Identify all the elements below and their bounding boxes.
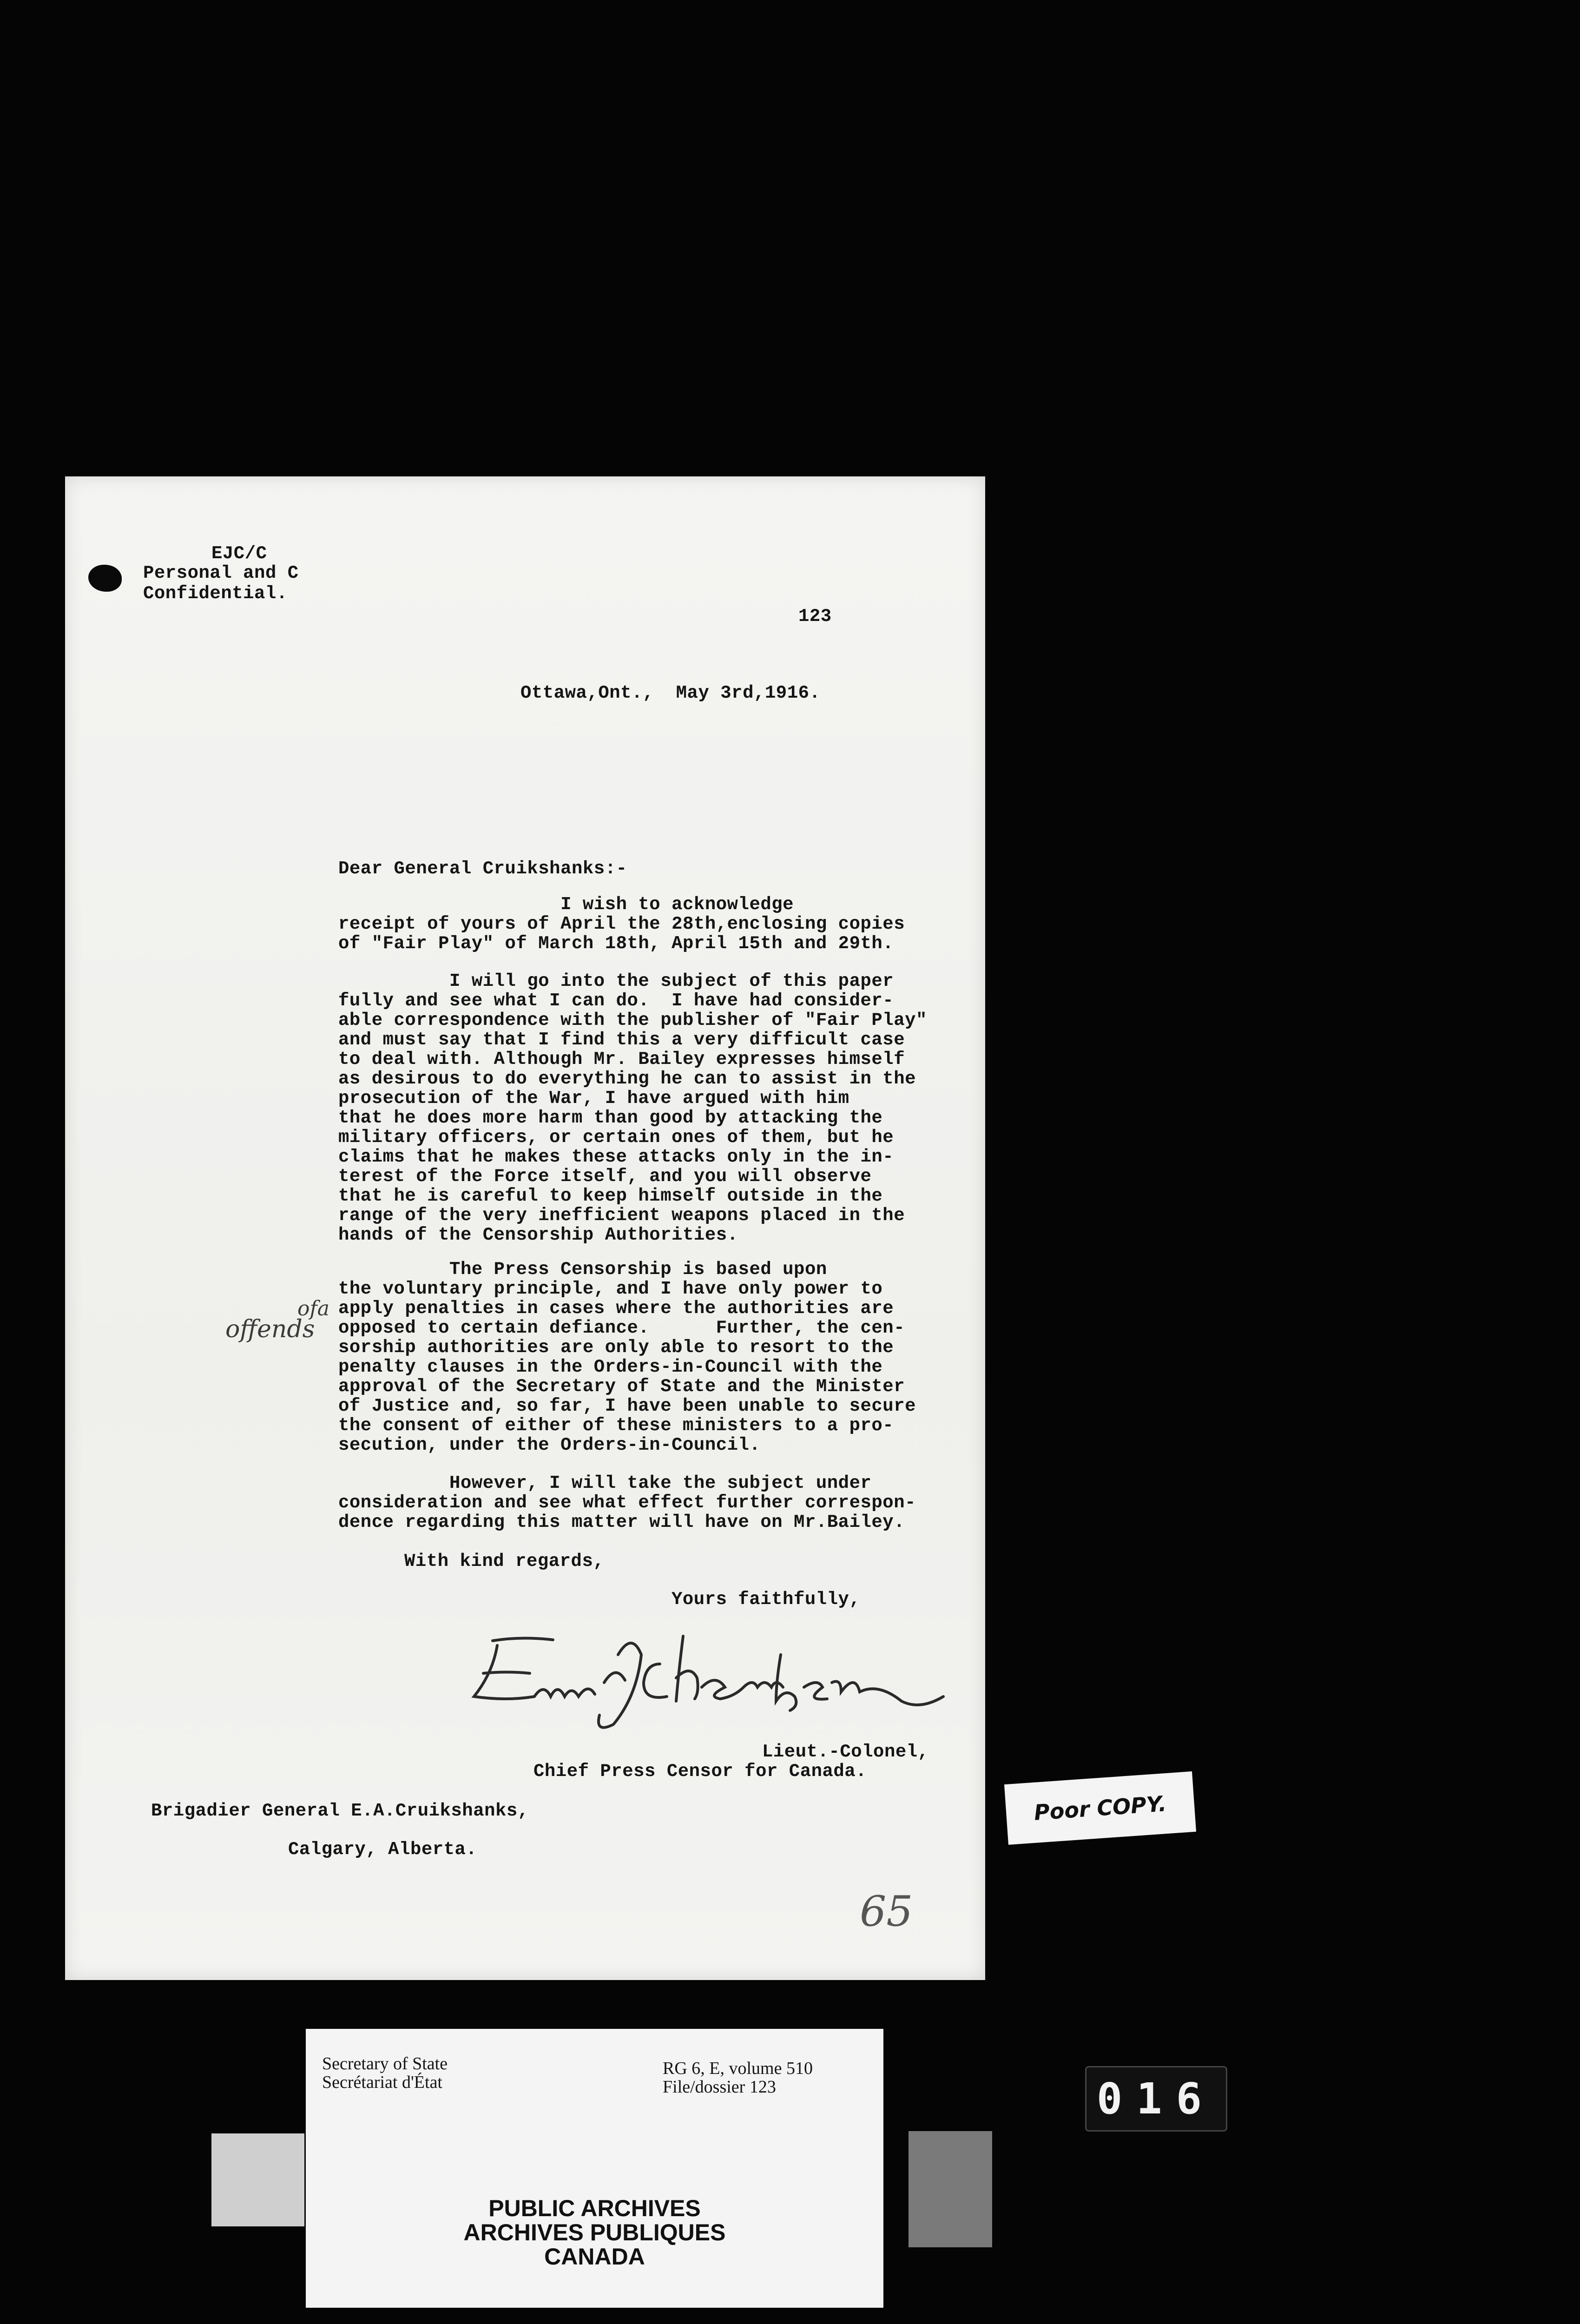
frame-counter: 016 [1085, 2066, 1227, 2132]
archive-clip-left [211, 2133, 304, 2226]
margin-note-small: ofa [297, 1297, 330, 1320]
closing-regards: With kind regards, [404, 1551, 605, 1571]
archive-clip-right [908, 2131, 992, 2247]
ink-blot [88, 565, 122, 592]
recipient-name: Brigadier General E.A.Cruikshanks, [151, 1801, 529, 1821]
valediction: Yours faithfully, [672, 1589, 861, 1610]
recipient-place: Calgary, Alberta. [288, 1839, 477, 1860]
archive-label-upper [306, 2029, 883, 2147]
archive-title-line-2: ARCHIVES PUBLIQUES [463, 2219, 726, 2245]
page-number-handwritten: 65 [860, 1887, 913, 1936]
paragraph-1: I wish to acknowledge receipt of yours of April the 28th,enclosing copies of "Fair Play" of March 18th, April 15th and 29th. [338, 894, 905, 954]
archive-title-line-1: PUBLIC ARCHIVES [488, 2195, 701, 2221]
signer-title: Chief Press Censor for Canada. [533, 1761, 867, 1782]
signature-image [465, 1627, 948, 1734]
paragraph-2: I will go into the subject of this paper fully and see what I can do. I have had consider- able correspondence with the publisher of "Fair Play" and must say that I find this a very difficult case to deal with. Although Mr. Bailey expresses himself as desirous to do everything he can to assist in the prosecution of the War, I have argued with him that he does more harm than good by attacking the military officers, or certain ones of them, but he claims that he makes these attacks only in the in- terest of the Force itself, and you will observe that he is careful to keep himself outside in the range of the very inefficient weapons placed in the hands of the Censorship Authorities. [338, 971, 927, 1245]
classification-line-2: Confidential. [143, 583, 288, 604]
reference-code: EJC/C [211, 543, 267, 564]
archive-title-line-3: CANADA [544, 2244, 645, 2270]
department-fr: Secrétariat d'État [322, 2073, 442, 2092]
paragraph-4: However, I will take the subject under consideration and see what effect further correspon- dence regarding this matter will have on Mr.Bailey. [338, 1473, 916, 1532]
salutation: Dear General Cruikshanks:- [338, 858, 627, 879]
reference-line-2: File/dossier 123 [663, 2077, 776, 2097]
file-number: 123 [798, 606, 832, 627]
classification-line-1: Personal and C [143, 563, 299, 583]
reference-line-1: RG 6, E, volume 510 [663, 2059, 813, 2078]
archive-label-lower [306, 2147, 883, 2308]
poor-copy-stamp: Poor COPY. [1004, 1771, 1196, 1845]
signer-rank: Lieut.-Colonel, [762, 1742, 929, 1762]
margin-note: offends [225, 1315, 315, 1343]
place-date: Ottawa,Ont., May 3rd,1916. [520, 683, 821, 703]
department-en: Secretary of State [322, 2054, 448, 2073]
paragraph-3: The Press Censorship is based upon the voluntary principle, and I have only power to apply penalties in cases where the authorities are opposed to certain defiance. Further, the cen- sorship authorities are only able to resort to the penalty clauses in the Orders-in-Council with the approval of the Secretary of State and the Minister of Justice and, so far, I have been unable to secure the consent of either of these ministers to a pro- secution, under the Orders-in-Council. [338, 1259, 916, 1455]
